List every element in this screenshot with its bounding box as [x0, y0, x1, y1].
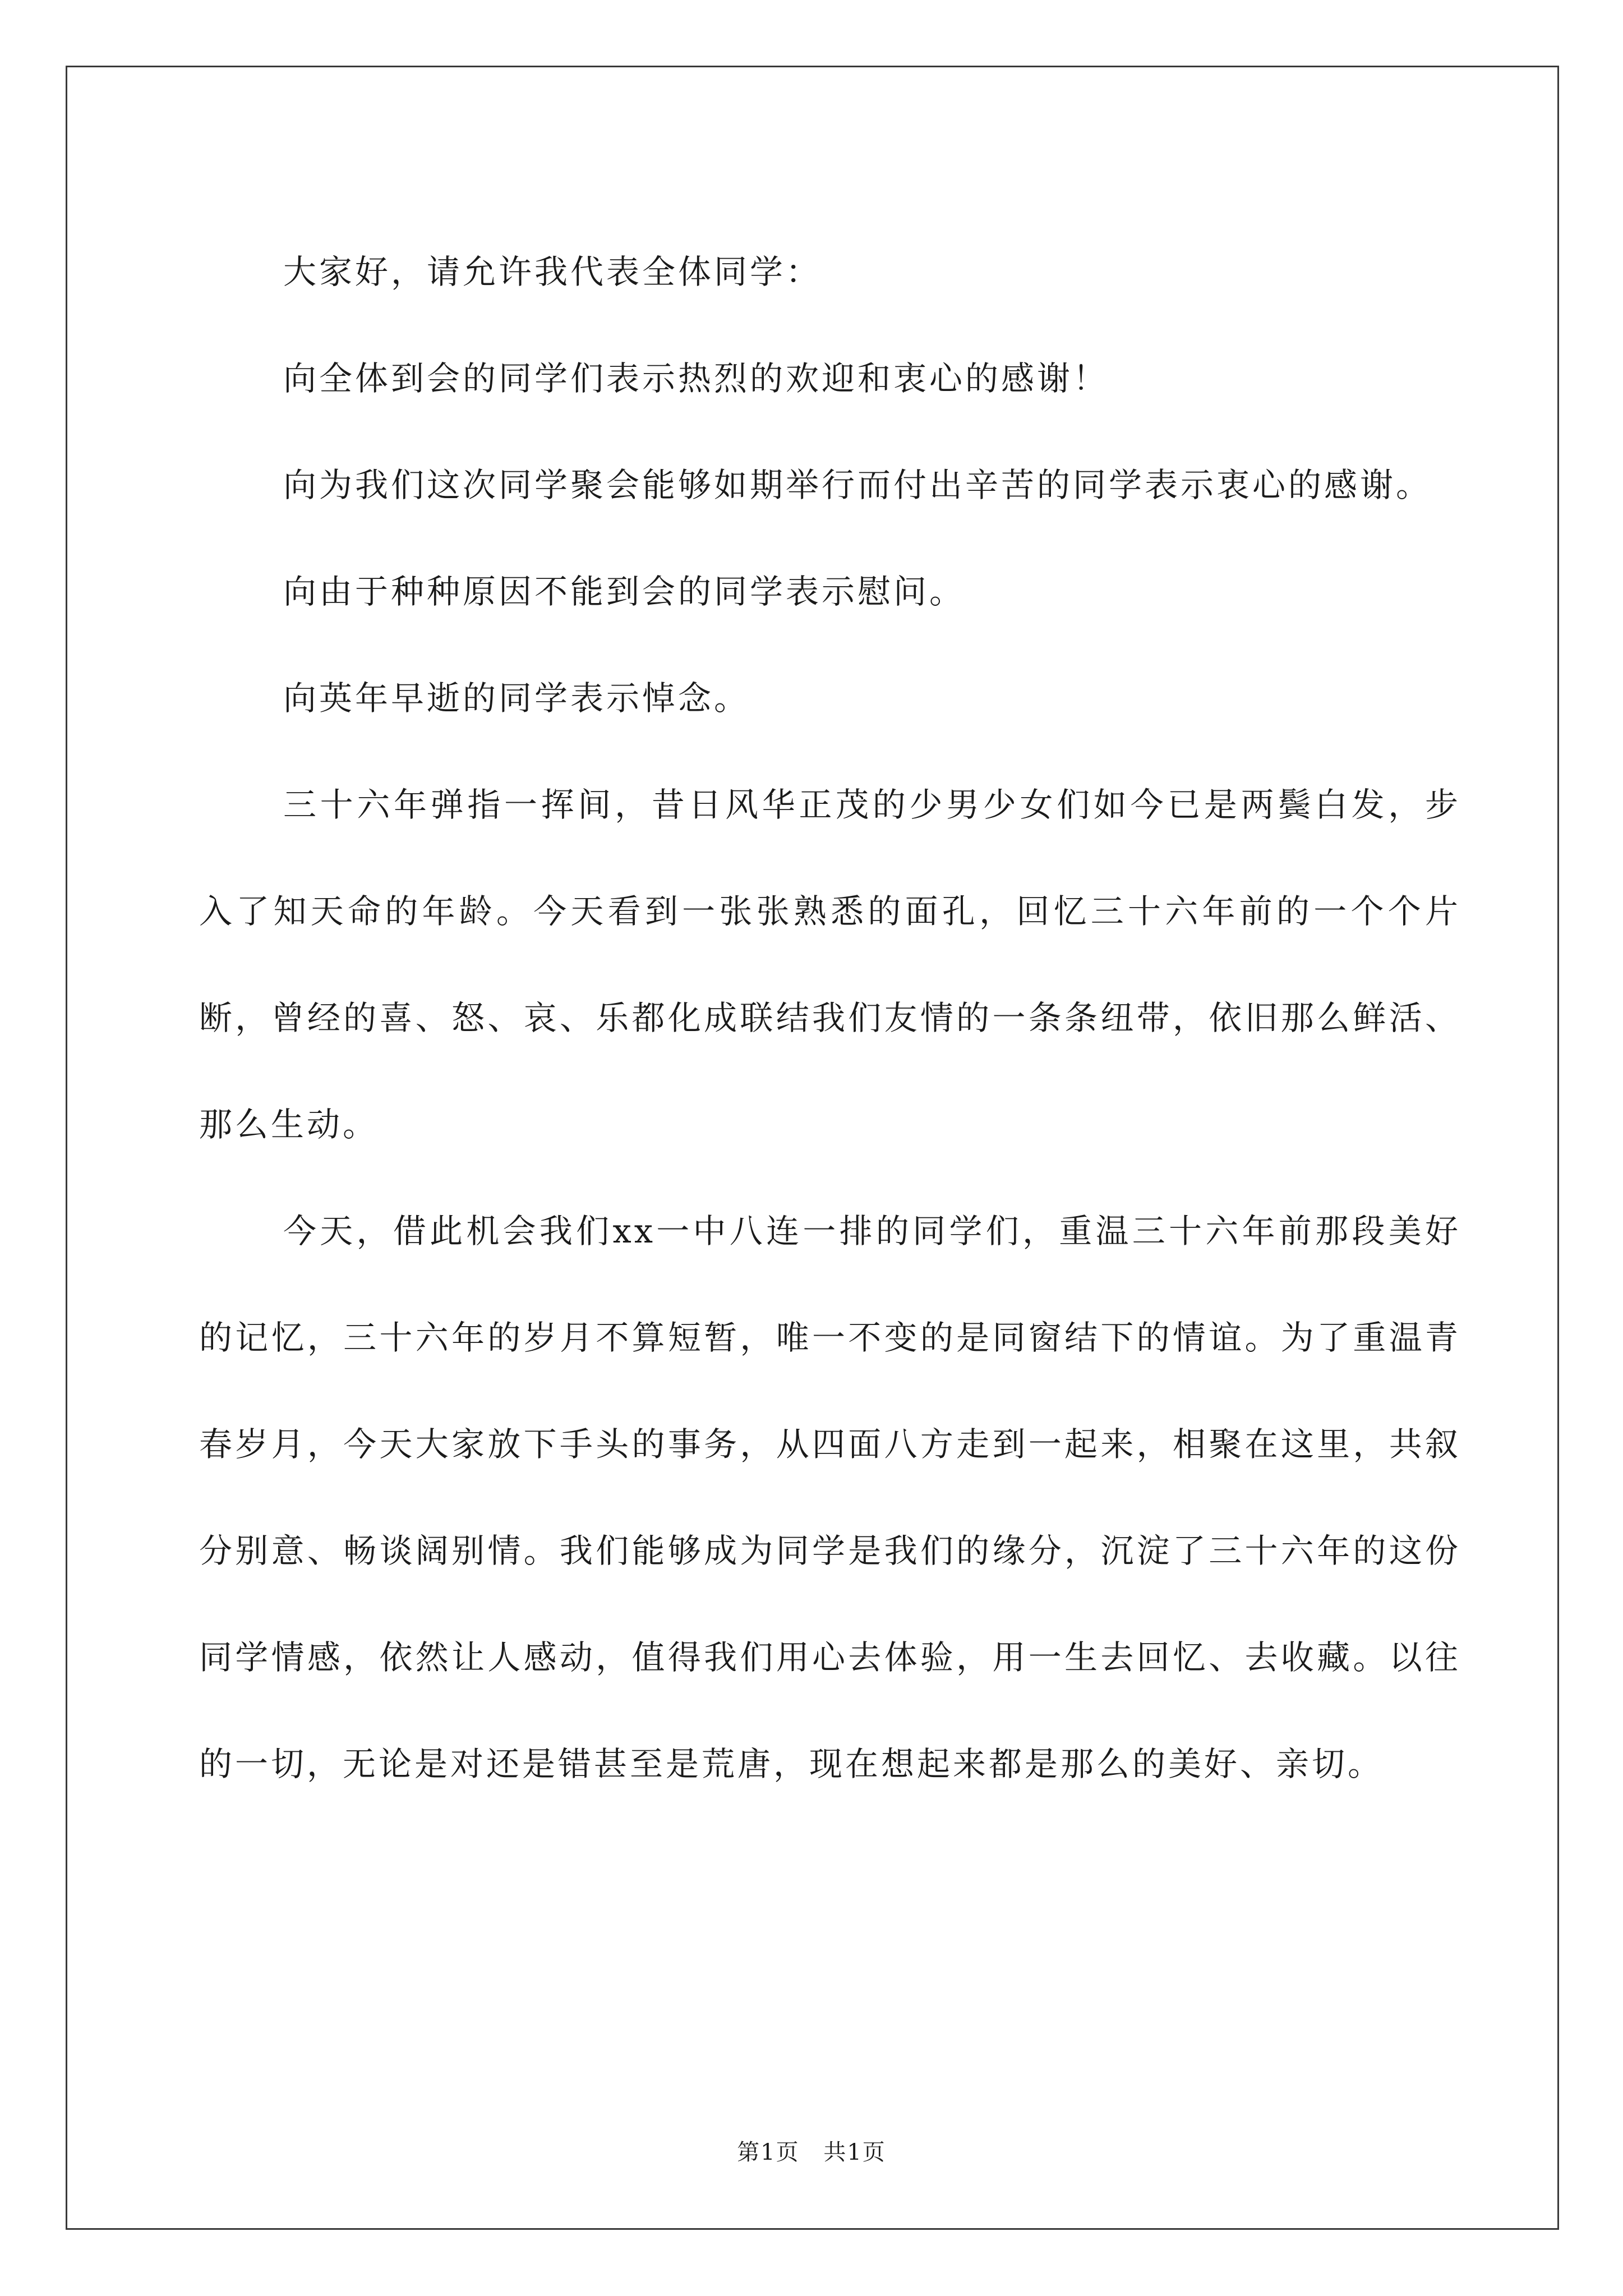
- paragraph-thanks-organizers: 向为我们这次同学聚会能够如期举行而付出辛苦的同学表示衷心的感谢。: [283, 466, 1432, 504]
- document-body: [199, 219, 1461, 1818]
- paragraph-mourning: 向英年早逝的同学表示悼念。: [283, 679, 750, 717]
- paragraph-reunion: 今天，借此机会我们xx一中八连一排的同学们，重温三十六年前那段美好的记忆，三十六年的岁月不算短暂，唯一不变的是同窗结下的情谊。为了重温青春岁月，今天大家放下手头的事务，从四面八方走到一起来，相聚在这里，共叙分别意、畅谈阔别情。我们能够成为同学是我们的缘分，沉淀了三十六年的这份同学情感，依然让人感动，值得我们用心去体验，用一生去回忆、去收藏。以往的一切，无论是对还是错甚至是荒唐，现在想起来都是那么的美好、亲切。: [199, 1212, 1461, 1783]
- paragraph-welcome: 向全体到会的同学们表示热烈的欢迎和衷心的感谢！: [283, 359, 1109, 398]
- page-footer: [0, 2134, 1623, 2166]
- paragraph-memories: 三十六年弹指一挥间，昔日风华正茂的少男少女们如今已是两鬓白发，步入了知天命的年龄。今天看到一张张熟悉的面孔，回忆三十六年前的一个个片断，曾经的喜、怒、哀、乐都化成联结我们友情的一条条纽带，依旧那么鲜活、那么生动。: [199, 785, 1461, 1144]
- total-pages: 共1页: [823, 2139, 886, 2165]
- page-number: 第1页: [737, 2139, 800, 2165]
- paragraph-greeting: 大家好，请允许我代表全体同学：: [283, 252, 822, 291]
- paragraph-condolence-absent: 向由于种种原因不能到会的同学表示慰问。: [283, 572, 966, 611]
